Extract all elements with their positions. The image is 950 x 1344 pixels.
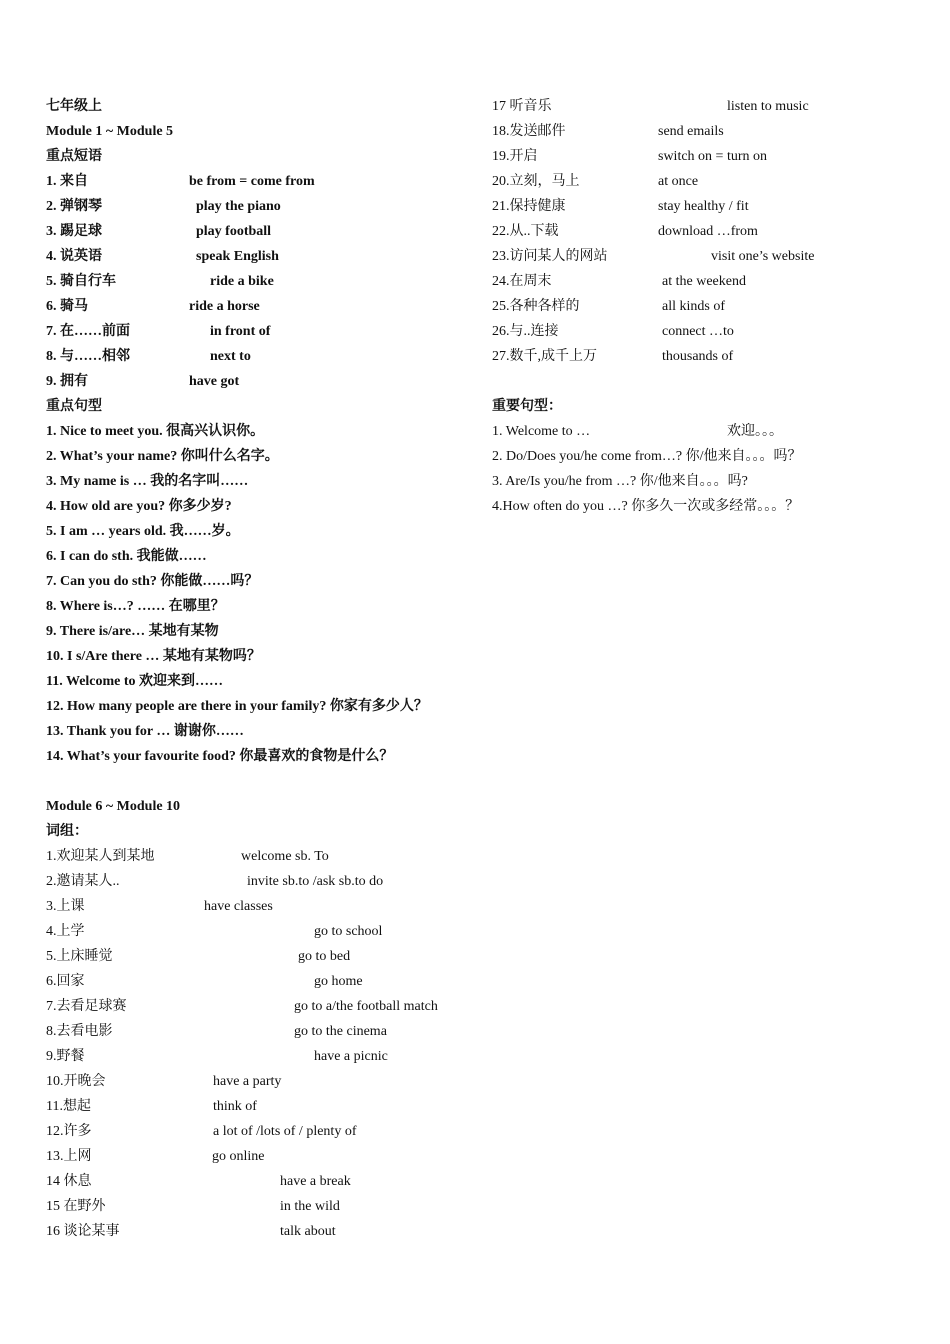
phrase-row [46,269,274,294]
group-en: visit one’s website [711,249,815,264]
group-zh: 23.访问某人的网站 [492,249,608,264]
group-en: invite sb.to /ask sb.to do [247,874,384,889]
phrase-en: next to [210,349,251,364]
sentence-item [492,494,799,519]
group-row [492,119,724,144]
sentence-en: 4.How often do you …? 你多久一次或多经常。。。？ [492,499,800,514]
group-zh: 7.去看足球赛 [46,999,127,1014]
sentence-item: 10. I s/Are there … 某地有某物吗？ [46,649,261,664]
group-zh: 25.各种各样的 [492,299,580,314]
group-en: all kinds of [662,299,725,314]
group-en: go to the cinema [294,1024,387,1039]
phrase-zh: 6. 骑马 [46,299,88,314]
group-en: switch on = turn on [658,149,767,164]
phrase-zh: 9. 拥有 [46,374,88,389]
group-en: download …from [658,224,758,239]
group-row [46,869,384,894]
sentence-item: 2. What’s your name? 你叫什么名字。 [46,449,279,464]
phrase-en: play the piano [196,199,281,214]
group-zh: 9.野餐 [46,1049,85,1064]
sentence-item: 4. How old are you? 你多少岁? [46,499,232,514]
group-row [46,844,329,869]
group-en: go to school [314,924,383,939]
group-zh: 2.邀请某人.. [46,874,120,889]
word-groups-heading: 词组： [46,824,88,839]
group-row [46,1044,388,1069]
group-zh: 13.上网 [46,1149,92,1164]
phrase-row [46,319,271,344]
group-en: have a break [280,1174,351,1189]
group-en: have a party [213,1074,282,1089]
sentence-item: 13. Thank you for … 谢谢你…… [46,724,244,739]
phrase-en: in front of [210,324,271,339]
group-zh: 19.开启 [492,149,538,164]
group-zh: 14 休息 [46,1174,92,1189]
group-zh: 10.开晚会 [46,1074,106,1089]
group-zh: 8.去看电影 [46,1024,113,1039]
group-row [46,1144,265,1169]
phrase-row [46,219,272,244]
group-zh: 21.保持健康 [492,199,566,214]
group-en: have a picnic [314,1049,388,1064]
group-row [492,269,746,294]
phrase-en: speak English [196,249,279,264]
phrase-row [46,369,240,394]
group-row [46,1119,357,1144]
phrase-row [46,294,260,319]
group-zh: 1.欢迎某人到某地 [46,849,155,864]
group-row [46,894,273,919]
phrase-zh: 2. 弹钢琴 [46,199,102,214]
group-zh: 16 谈论某事 [46,1224,120,1239]
sentence-en: 3. Are/Is you/he from …? 你/他来自。。。吗? [492,474,748,489]
group-row [492,319,734,344]
phrase-en: have got [189,374,240,389]
group-en: go to bed [298,949,351,964]
group-en: have classes [204,899,273,914]
group-row [492,144,767,169]
sentence-item: 8. Where is…? …… 在哪里？ [46,599,225,614]
phrase-row [46,194,281,219]
group-row [46,1094,257,1119]
group-en: in the wild [280,1199,340,1214]
sentence-item [492,444,802,469]
sentence-item: 1. Nice to meet you. 很高兴认识你。 [46,424,265,439]
group-en: connect …to [662,324,734,339]
phrase-zh: 3. 踢足球 [46,224,102,239]
group-zh: 15 在野外 [46,1199,106,1214]
phrase-zh: 8. 与……相邻 [46,349,130,364]
group-row [492,344,734,369]
module-heading-1-5: Module 1 ~ Module 5 [46,124,174,139]
group-row [46,1019,387,1044]
sentence-en: 2. Do/Does you/he come from…? 你/他来自。。。吗？ [492,449,802,464]
group-en: go to a/the football match [294,999,438,1014]
phrase-row [46,169,315,194]
group-zh: 26.与..连接 [492,324,559,339]
group-en: at the weekend [662,274,746,289]
sentence-item [492,469,748,494]
module-heading-6-10: Module 6 ~ Module 10 [46,799,181,814]
sentence-item: 6. I can do sth. 我能做…… [46,549,207,564]
group-row [492,219,758,244]
sentence-item: 12. How many people are there in your family? 你家有多少人？ [46,699,428,714]
sentence-item: 3. My name is … 我的名字叫…… [46,474,249,489]
phrase-zh: 5. 骑自行车 [46,274,116,289]
group-zh: 11.想起 [46,1099,91,1114]
sentence-item [492,419,783,444]
group-en: think of [213,1099,257,1114]
group-en: go online [212,1149,265,1164]
phrase-en: ride a bike [210,274,274,289]
group-zh: 20.立刻，马上 [492,174,580,189]
group-row [492,169,699,194]
group-row [46,1194,340,1219]
group-zh: 6.回家 [46,974,85,989]
group-row [46,969,363,994]
group-row [46,1069,282,1094]
group-zh: 3.上课 [46,899,85,914]
group-row [492,194,749,219]
group-zh: 27.数千,成千上万 [492,349,597,364]
group-en: at once [658,174,699,189]
group-en: a lot of /lots of / plenty of [213,1124,357,1139]
phrase-row [46,244,279,269]
group-zh: 17 听音乐 [492,99,552,114]
sentence-en: 1. Welcome to … [492,424,591,439]
phrase-en: be from = come from [189,174,315,189]
group-row [492,244,815,269]
grade-heading: 七年级上 [46,99,102,114]
group-zh: 24.在周末 [492,274,552,289]
sentence-zh: 欢迎。。。 [727,424,783,439]
group-en: thousands of [662,349,734,364]
group-en: stay healthy / fit [658,199,749,214]
phrase-en: ride a horse [189,299,260,314]
phrase-row [46,344,251,369]
group-en: go home [314,974,363,989]
group-en: welcome sb. To [241,849,329,864]
key-sentences-heading: 重点句型 [46,399,102,414]
sentence-item: 14. What’s your favourite food? 你最喜欢的食物是什么？ [46,749,394,764]
group-en: send emails [658,124,724,139]
group-row [492,294,725,319]
key-phrases-heading: 重点短语 [46,149,102,164]
sentence-item: 5. I am … years old. 我……岁。 [46,524,240,539]
group-row [46,944,351,969]
sentence-item: 7. Can you do sth? 你能做……吗？ [46,574,259,589]
phrase-zh: 1. 来自 [46,174,88,189]
sentence-item: 9. There is/are… 某地有某物 [46,624,219,639]
phrase-en: play football [196,224,272,239]
group-zh: 12.许多 [46,1124,92,1139]
group-row [46,1219,336,1244]
important-sentences-heading: 重要句型： [492,399,562,414]
group-zh: 4.上学 [46,924,85,939]
group-row [46,919,383,944]
group-zh: 5.上床睡觉 [46,949,113,964]
group-zh: 18.发送邮件 [492,124,566,139]
phrase-zh: 7. 在……前面 [46,324,130,339]
sentence-item: 11. Welcome to 欢迎来到…… [46,674,224,689]
group-en: talk about [280,1224,336,1239]
group-row [46,1169,351,1194]
phrase-zh: 4. 说英语 [46,249,102,264]
group-en: listen to music [727,99,809,114]
group-row [46,994,438,1019]
group-zh: 22.从..下载 [492,224,559,239]
group-row [492,94,809,119]
